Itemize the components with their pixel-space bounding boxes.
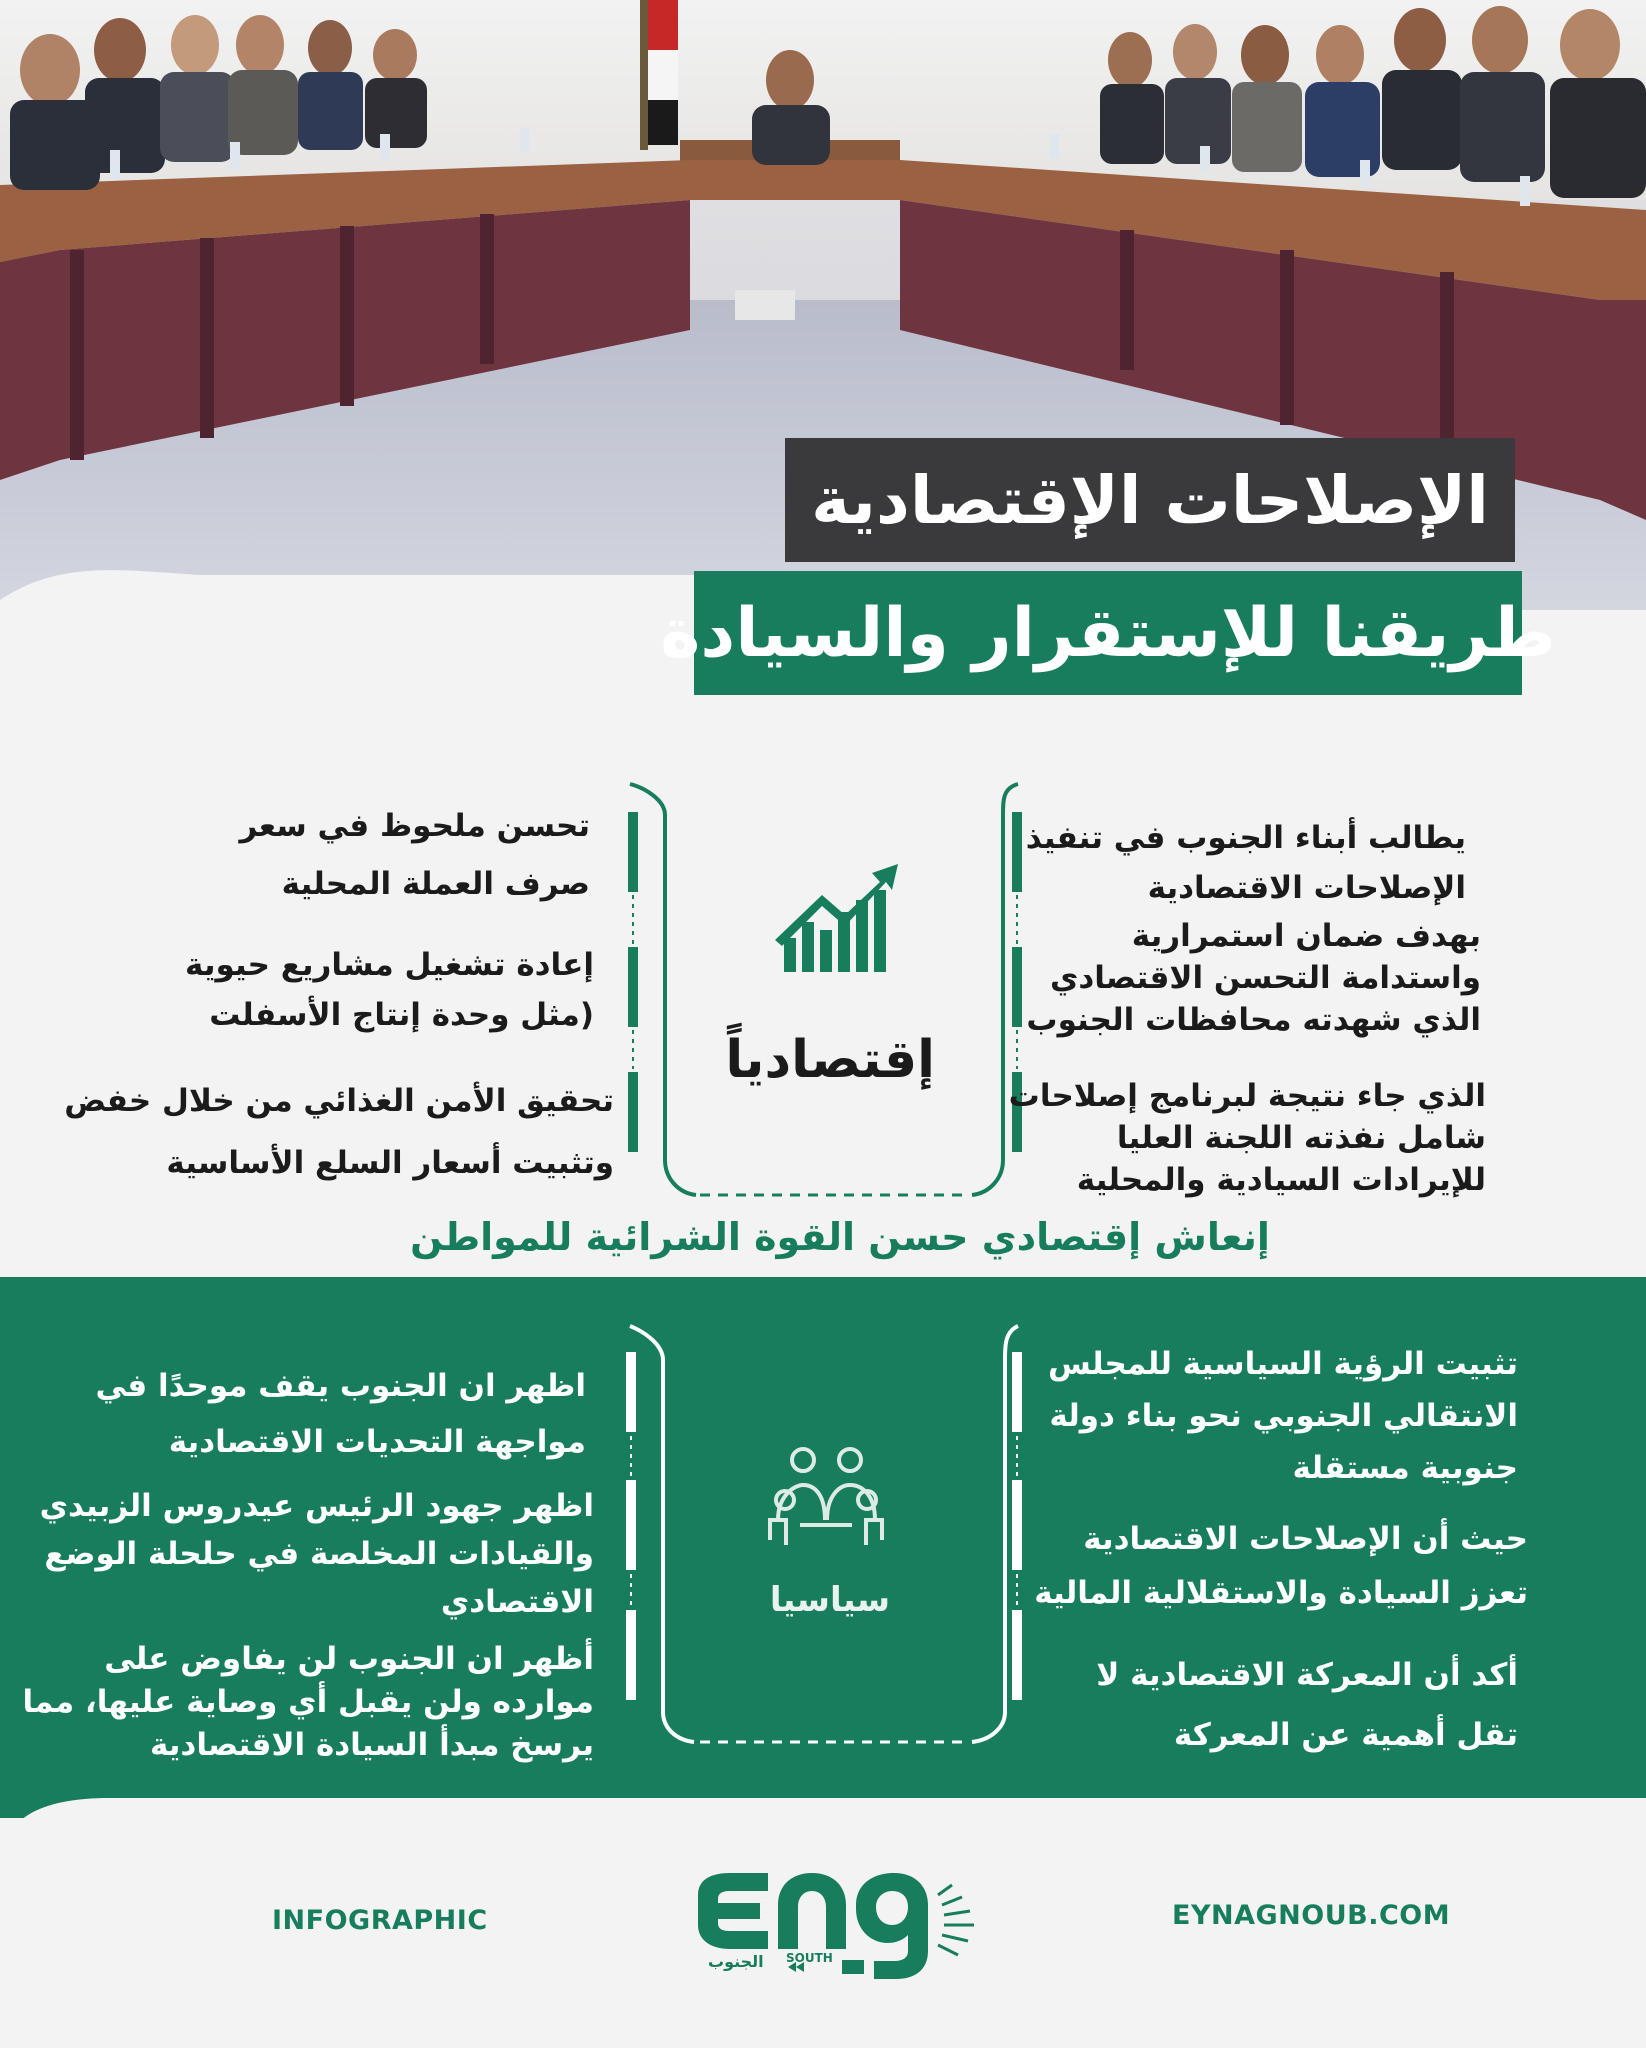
- footer-website-link[interactable]: EYNAGNOUB.COM: [1172, 1900, 1451, 1931]
- economic-tagline: إنعاش إقتصادي حسن القوة الشرائية للمواطن: [410, 1215, 1270, 1259]
- logo-english-text: SOUTH: [786, 1951, 833, 1965]
- headline-secondary: طريقنا للإستقرار والسيادة: [694, 571, 1522, 695]
- economic-right-item-2: بهدف ضمان استمرارية واستدامة التحسن الاقتصادي الذي شهدته محافظات الجنوب: [1026, 918, 1481, 1038]
- economic-right-item-3: الذي جاء نتيجة لبرنامج إصلاحات شامل نفذته اللجنة العليا للإيرادات السيادية والمحلية: [1008, 1078, 1486, 1198]
- political-left-item-2: اظهر جهود الرئيس عيدروس الزبيدي والقيادات المخلصة في حلحلة الوضع الاقتصادي: [39, 1488, 594, 1620]
- economic-label: إقتصادياً: [725, 1030, 935, 1090]
- political-label: سياسيا: [769, 1580, 891, 1620]
- logo-arabic-text: الجنوب: [708, 1952, 764, 1971]
- political-right-item-3: أكد أن المعركة الاقتصادية لا تقل أهمية عن المعركة: [1096, 1657, 1518, 1753]
- economic-left-item-3: تحقيق الأمن الغذائي من خلال خفض وتثبيت أسعار السلع الأساسية: [64, 1083, 614, 1181]
- political-left-item-3: أظهر ان الجنوب لن يفاوض على موارده ولن يقبل أي وصاية عليها، مما يرسخ مبدأ السيادة الاقتصادية: [22, 1641, 594, 1763]
- headline-primary: الإصلاحات الإقتصادية: [785, 438, 1515, 562]
- people-meeting-icon: [770, 1449, 882, 1545]
- economic-left-item-1: تحسن ملحوظ في سعر صرف العملة المحلية: [239, 808, 590, 902]
- political-left-item-1: اظهر ان الجنوب يقف موحدًا في مواجهة التحديات الاقتصادية: [95, 1368, 586, 1460]
- footer-infographic-label: INFOGRAPHIC: [272, 1905, 488, 1936]
- political-right-item-1: تثبيت الرؤية السياسية للمجلس الانتقالي الجنوبي نحو بناء دولة جنوبية مستقلة: [1048, 1346, 1518, 1486]
- economic-right-item-1: يطالب أبناء الجنوب في تنفيذ الإصلاحات الاقتصادية: [1025, 820, 1466, 906]
- economic-left-item-2: إعادة تشغيل مشاريع حيوية (مثل وحدة إنتاج الأسفلت: [185, 947, 594, 1033]
- political-right-item-2: حيث أن الإصلاحات الاقتصادية تعزز السيادة والاستقلالية المالية: [1034, 1521, 1528, 1611]
